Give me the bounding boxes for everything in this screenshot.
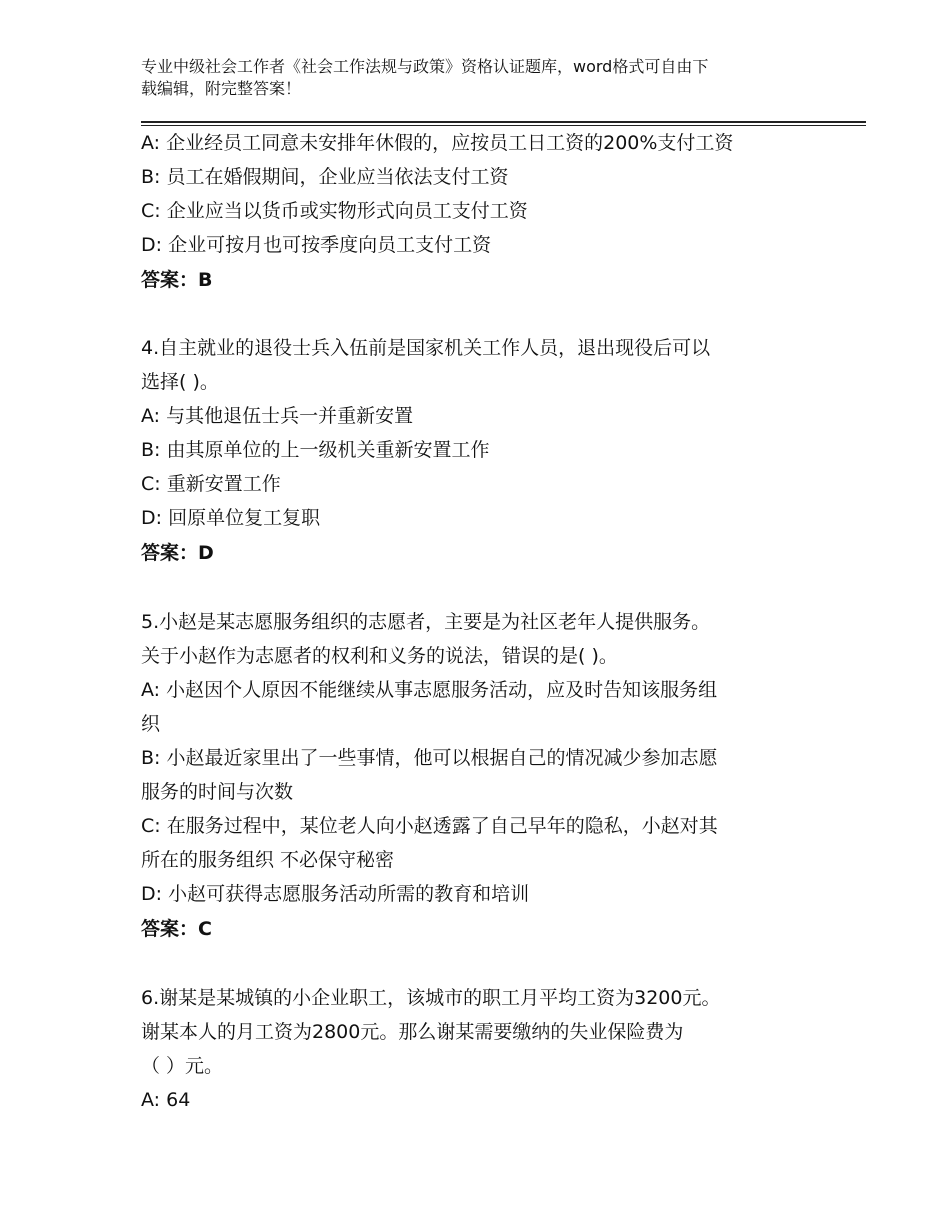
q4-option-d: D: 回原单位复工复职 — [141, 507, 321, 529]
q6-stem-line-2: 谢某本人的月工资为2800元。那么谢某需要缴纳的失业保险费为 — [141, 1021, 684, 1043]
q5-option-a-line-2: 织 — [141, 713, 161, 735]
q3-answer: 答案：B — [141, 269, 213, 291]
header-divider-thin — [141, 125, 866, 126]
q6-option-a: A: 64 — [141, 1089, 191, 1111]
q3-option-b: B: 员工在婚假期间，企业应当依法支付工资 — [141, 166, 509, 188]
q3-option-d: D: 企业可按月也可按季度向员工支付工资 — [141, 234, 492, 256]
header-line-2: 载编辑，附完整答案！ — [141, 79, 302, 98]
header-divider-thick — [141, 121, 866, 123]
q4-option-c: C: 重新安置工作 — [141, 473, 281, 495]
q5-option-c-line-1: C: 在服务过程中，某位老人向小赵透露了自己早年的隐私，小赵对其 — [141, 815, 718, 837]
q5-option-a-line-1: A: 小赵因个人原因不能继续从事志愿服务活动，应及时告知该服务组 — [141, 679, 718, 701]
q4-option-b: B: 由其原单位的上一级机关重新安置工作 — [141, 439, 490, 461]
q4-stem-line-1: 4.自主就业的退役士兵入伍前是国家机关工作人员，退出现役后可以 — [141, 337, 711, 359]
q5-stem-line-1: 5.小赵是某志愿服务组织的志愿者，主要是为社区老年人提供服务。 — [141, 611, 711, 633]
q5-option-d: D: 小赵可获得志愿服务活动所需的教育和培训 — [141, 883, 530, 905]
q5-answer: 答案：C — [141, 918, 212, 940]
q6-stem-line-1: 6.谢某是某城镇的小企业职工，该城市的职工月平均工资为3200元。 — [141, 987, 721, 1009]
q3-option-c: C: 企业应当以货币或实物形式向员工支付工资 — [141, 200, 528, 222]
q4-option-a: A: 与其他退伍士兵一并重新安置 — [141, 405, 414, 427]
q5-option-c-line-2: 所在的服务组织 不必保守秘密 — [141, 849, 395, 871]
q3-option-a: A: 企业经员工同意未安排年休假的，应按员工日工资的200%支付工资 — [141, 132, 734, 154]
q5-stem-line-2: 关于小赵作为志愿者的权利和义务的说法，错误的是( )。 — [141, 645, 618, 667]
q5-option-b-line-2: 服务的时间与次数 — [141, 781, 294, 803]
q6-stem-line-3: （ ）元。 — [141, 1055, 224, 1077]
q4-answer: 答案：D — [141, 542, 214, 564]
q4-stem-line-2: 选择( )。 — [141, 371, 219, 393]
q5-option-b-line-1: B: 小赵最近家里出了一些事情，他可以根据自己的情况减少参加志愿 — [141, 747, 718, 769]
header-line-1: 专业中级社会工作者《社会工作法规与政策》资格认证题库，word格式可自由下 — [141, 57, 709, 76]
document-header — [141, 56, 811, 100]
